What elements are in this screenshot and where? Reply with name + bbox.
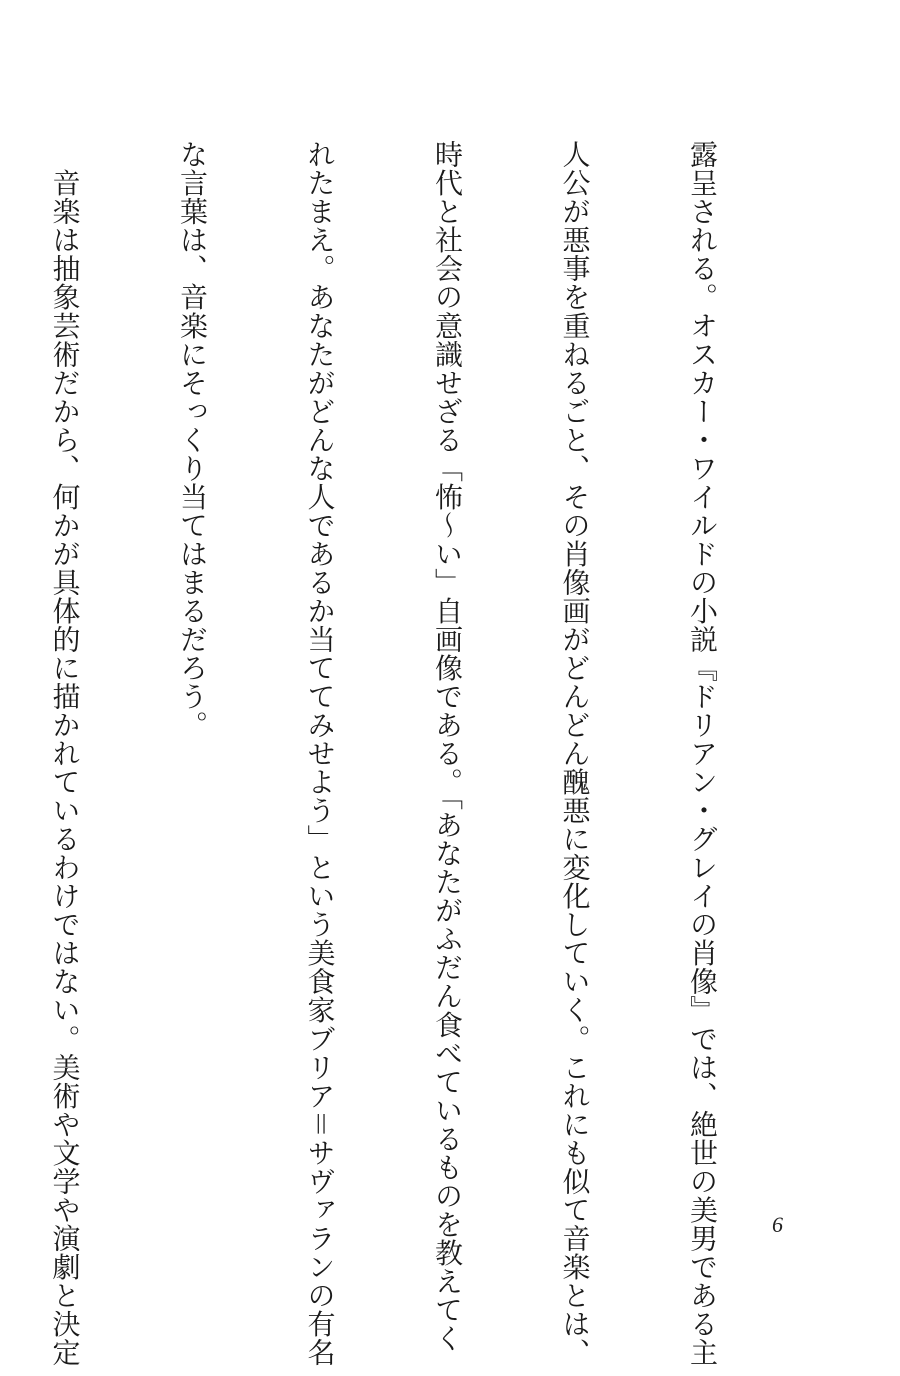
body-text [48,140,808,1367]
text-line: な言葉は、音楽にそっくり当てはまるだろう。 [176,140,209,739]
text-line: れたまえ。あなたがどんな人であるか当ててみせよう」という美食家ブリア＝サヴァランの有名 [303,140,337,1367]
text-line: 露呈される。オスカー・ワイルドの小説『ドリアン・グレイの肖像』では、絶世の美男である主 [686,140,719,1367]
text-line: 人公が悪事を重ねるごと、その肖像画がどんどん醜悪に変化していく。これにも似て音楽とは、 [558,140,592,1367]
text-line: 音楽は抽象芸術だから、何かが具体的に描かれているわけではない。美術や文学や演劇と決定 [48,140,82,1367]
text-line: 時代と社会の意識せざる「怖〜い」自画像である。「あなたがふだん食べているものを教えてく [431,140,464,1353]
page-number: 6 [772,1212,783,1237]
